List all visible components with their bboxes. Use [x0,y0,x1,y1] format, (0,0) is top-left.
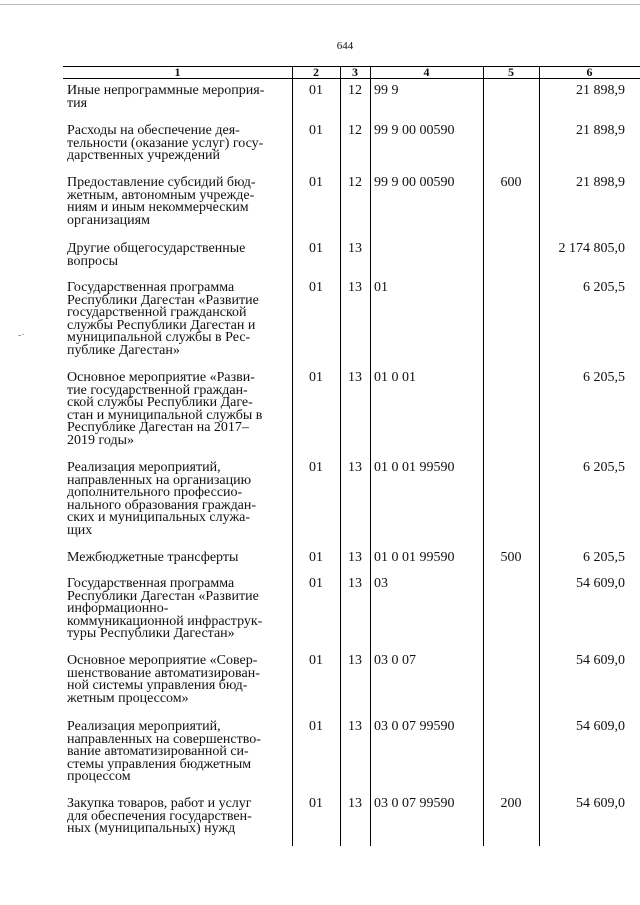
row-name: Другие общегосударственные вопросы [67,241,246,269]
row-name: Реализация мероприятий, направленных на организацию дополнительного профессио- нального образования граждан- ских и муниципальных служа- щих [67,460,257,538]
row-section: 01 [309,175,323,190]
row-subsection: 12 [348,123,362,138]
row-subsection: 13 [348,460,362,475]
table-row [63,243,640,282]
table-row [63,372,640,462]
row-section: 01 [309,370,323,385]
row-name: Реализация мероприятий, направленных на совершенство- вание автоматизированной си- стемы управления бюджетным процессом [67,719,261,784]
row-amount: 21 898,9 [576,83,625,98]
table-row [63,578,640,655]
table-row [63,282,640,372]
row-name: Государственная программа Республики Дагестан «Развитие государственной гражданской службы Республики Дагестан и муниципальной службы в Рес- публике Дагестан» [67,280,259,358]
column-header: 3 [352,65,358,79]
row-name: Закупка товаров, работ и услуг для обеспечения государствен- ных (муниципальных) нужд [67,796,252,836]
budget-table [63,66,640,844]
row-target-code: 03 0 07 99590 [374,796,455,811]
table-row [63,85,640,125]
page-number: 644 [336,40,354,52]
row-amount: 6 205,5 [583,460,625,475]
row-section: 01 [309,719,323,734]
table-row [63,721,640,798]
row-amount: 2 174 805,0 [558,241,625,256]
column-header: 6 [586,65,593,79]
column-header: 5 [508,65,514,79]
row-subsection: 12 [348,83,362,98]
row-amount: 21 898,9 [576,175,625,190]
row-subsection: 12 [348,175,362,190]
row-subsection: 13 [348,719,362,734]
row-target-code: 01 0 01 99590 [374,460,455,475]
row-target-code: 03 [374,576,388,591]
table-row [63,798,640,844]
row-amount: 54 609,0 [576,719,625,734]
row-section: 01 [309,550,323,565]
top-rule [0,4,640,5]
row-expense-type: 600 [500,175,522,190]
column-header: 2 [313,65,319,79]
column-header: 4 [423,65,430,79]
row-section: 01 [309,83,323,98]
row-expense-type: 500 [500,550,522,565]
row-name: Основное мероприятие «Совер- шенствование автоматизирован- ной системы управления бюд- жетным процессом» [67,653,260,706]
row-amount: 21 898,9 [576,123,625,138]
row-section: 01 [309,241,323,256]
row-amount: 54 609,0 [576,796,625,811]
row-target-code: 99 9 00 00590 [374,175,455,190]
row-name: Расходы на обеспечение дея- тельности (оказание услуг) госу- дарственных учреждений [67,123,264,163]
row-expense-type: 200 [500,796,522,811]
row-subsection: 13 [348,370,362,385]
row-subsection: 13 [348,550,362,565]
row-target-code: 01 [374,280,388,295]
row-subsection: 13 [348,653,362,668]
table-row [63,655,640,721]
row-subsection: 13 [348,241,362,256]
row-target-code: 03 0 07 99590 [374,719,455,734]
row-amount: 54 609,0 [576,576,625,591]
row-subsection: 13 [348,280,362,295]
row-target-code: 01 0 01 [374,370,416,385]
row-section: 01 [309,123,323,138]
table-row [63,125,640,177]
row-name: Основное мероприятие «Разви- тие государственной граждан- ской службы Республики Даге- стан и муниципальной службы в Республике Дагестан на 2017– 2019 годы» [67,370,263,448]
row-section: 01 [309,280,323,295]
row-target-code: 03 0 07 [374,653,416,668]
row-amount: 54 609,0 [576,653,625,668]
row-amount: 6 205,5 [583,550,625,565]
table-header [63,66,640,79]
table-row [63,552,640,578]
column-header: 1 [174,65,181,79]
margin-mark: -· [18,330,25,341]
row-amount: 6 205,5 [583,370,625,385]
row-section: 01 [309,796,323,811]
row-section: 01 [309,653,323,668]
row-target-code: 01 0 01 99590 [374,550,455,565]
row-name: Межбюджетные трансферты [67,550,239,565]
table-body [63,85,640,844]
row-name: Предоставление субсидий бюд- жетным, автономным учрежде- ниям и иным некоммерческим организациям [67,175,256,228]
row-target-code: 99 9 00 00590 [374,123,455,138]
row-amount: 6 205,5 [583,280,625,295]
row-section: 01 [309,576,323,591]
row-target-code: 99 9 [374,83,399,98]
row-subsection: 13 [348,576,362,591]
row-section: 01 [309,460,323,475]
row-subsection: 13 [348,796,362,811]
table-row [63,177,640,243]
row-name: Государственная программа Республики Дагестан «Развитие информационно- коммуникационной инфраструк- туры Республики Дагестан» [67,576,263,641]
row-name: Иные непрограммные мероприя- тия [67,83,265,111]
table-row [63,462,640,552]
